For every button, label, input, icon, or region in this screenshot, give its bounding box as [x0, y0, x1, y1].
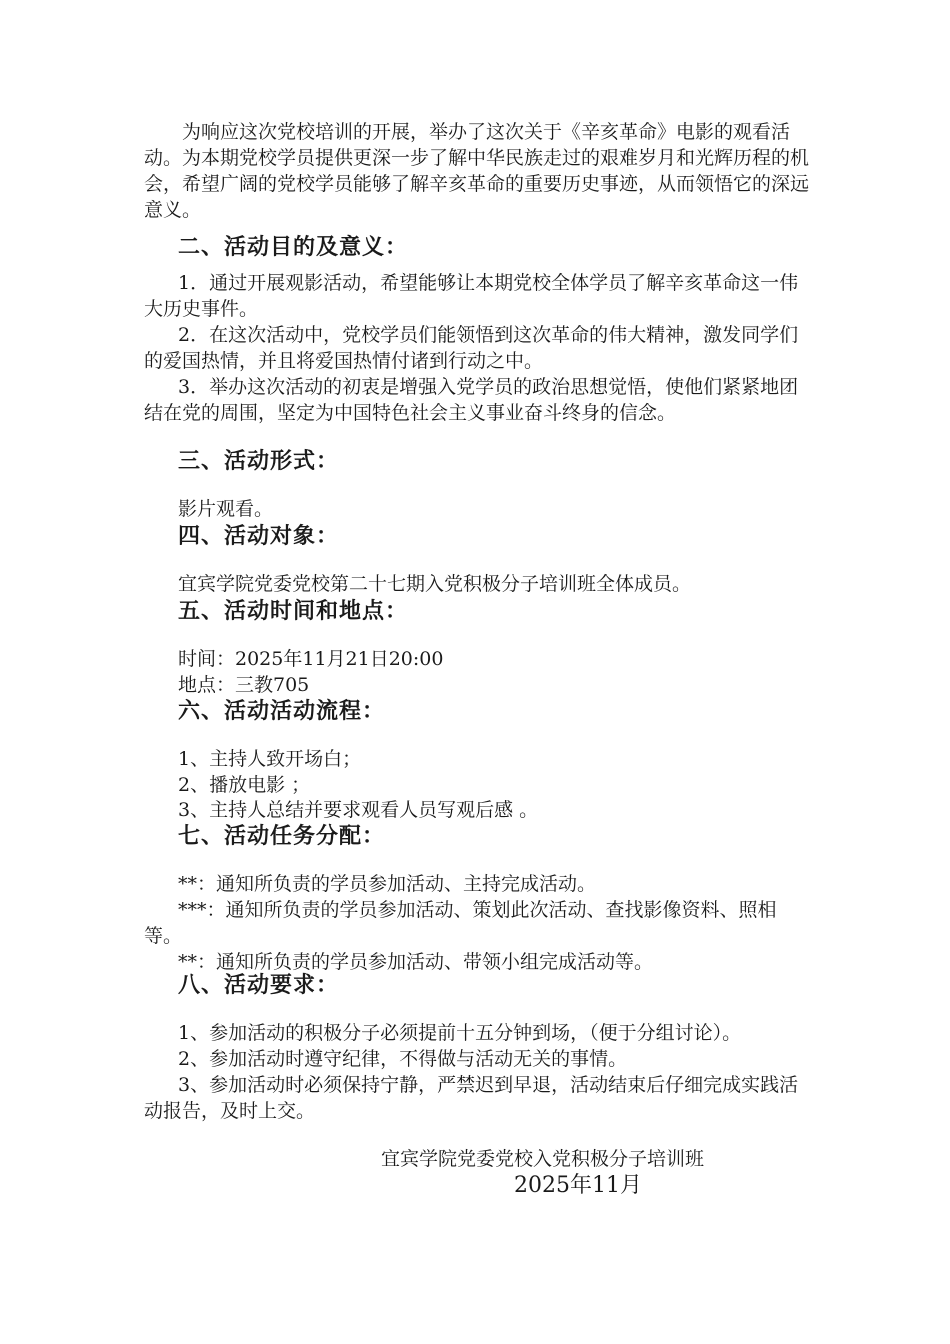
section-heading-process: 六、活动活动流程： [178, 699, 386, 724]
requirement-item: 3、参加活动时必须保持宁静，严禁迟到早退，活动结束后仔细完成实践活动报告，及时上交。 [144, 1074, 799, 1122]
section-heading-tasks: 七、活动任务分配： [178, 824, 386, 849]
task-item: ***：通知所负责的学员参加活动、策划此次活动、查找影像资料、照相等。 [144, 899, 777, 947]
process-item: 3、主持人总结并要求观看人员写观后感 。 [178, 799, 539, 821]
section-heading-time-place: 五、活动时间和地点： [178, 599, 409, 624]
task-item: **：通知所负责的学员参加活动、主持完成活动。 [178, 873, 597, 895]
format-text: 影片观看。 [178, 498, 274, 520]
requirement-item: 2、参加活动时遵守纪律，不得做与活动无关的事情。 [178, 1048, 628, 1070]
requirement-item: 1、参加活动的积极分子必须提前十五分钟到场，（便于分组讨论）。 [178, 1022, 742, 1044]
section-heading-purpose: 二、活动目的及意义： [178, 235, 409, 260]
audience-text: 宜宾学院党委党校第二十七期入党积极分子培训班全体成员。 [178, 573, 692, 595]
process-item: 1、主持人致开场白； [178, 748, 362, 770]
signature-date: 2025年11月 [514, 1173, 642, 1198]
section-heading-audience: 四、活动对象： [178, 524, 340, 549]
purpose-item: 1．通过开展观影活动，希望能够让本期党校全体学员了解辛亥革命这一伟大历史事件。 [144, 272, 799, 320]
signature-organization: 宜宾学院党委党校入党积极分子培训班 [381, 1148, 705, 1170]
intro-paragraph: 为响应这次党校培训的开展，举办了这次关于《辛亥革命》电影的观看活动。为本期党校学员提供更深一步了解中华民族走过的艰难岁月和光辉历程的机会，希望广阔的党校学员能够了解辛亥革命的重要历史事迹，从而领悟它的深远意义。 [144, 121, 810, 221]
purpose-item: 3．举办这次活动的初衷是增强入党学员的政治思想觉悟，使他们紧紧地团结在党的周围，坚定为中国特色社会主义事业奋斗终身的信念。 [144, 376, 799, 424]
requirements-list [144, 1020, 810, 1124]
purpose-item: 2．在这次活动中，党校学员们能领悟到这次革命的伟大精神，激发同学们的爱国热情，并且将爱国热情付诸到行动之中。 [144, 324, 799, 372]
task-item: **：通知所负责的学员参加活动、带领小组完成活动等。 [178, 951, 654, 973]
process-item: 2、播放电影 ； [178, 774, 311, 796]
tasks-list [144, 871, 810, 975]
purpose-list [144, 270, 810, 426]
place-text: 地点：三教705 [178, 674, 310, 696]
section-heading-requirements: 八、活动要求： [178, 973, 340, 998]
time-text: 时间：2025年11月21日20:00 [178, 648, 444, 670]
section-heading-format: 三、活动形式： [178, 449, 340, 474]
